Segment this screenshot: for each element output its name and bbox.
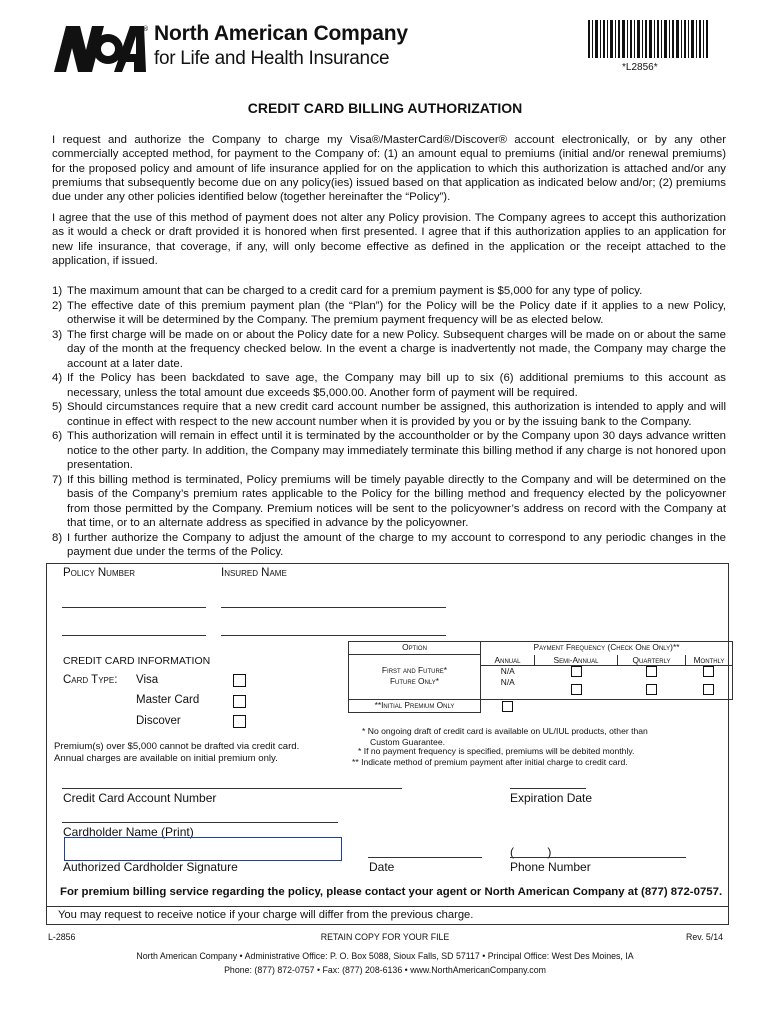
phone-field[interactable] [510, 857, 686, 858]
cardholder-name-field[interactable] [62, 822, 338, 823]
card-type-mastercard-checkbox[interactable] [233, 695, 246, 708]
future-only-semiannual-checkbox[interactable] [571, 684, 582, 695]
insured-name-field-1[interactable] [221, 607, 446, 608]
product-note: * No ongoing draft of credit card is available on UL/IUL products, other than Custom Guarantee. [362, 726, 648, 747]
page-title: CREDIT CARD BILLING AUTHORIZATION [247, 100, 523, 116]
terms-list [52, 284, 726, 560]
initial-premium-label: **Initial Premium Only [349, 700, 481, 713]
quarterly-cell [618, 665, 686, 700]
account-number-field[interactable] [62, 788, 402, 789]
row-option-labels: First and Future* Future Only* [349, 665, 481, 700]
authorization-paragraph-2: I agree that the use of this method of payment does not alter any Policy provision. The Company agrees to accept this authorization as it would a check or draft provided it is honored when first presented. I agree that if this authorization applies to an application for new life insurance, that coverage, if any, will only become effective as defined in the application or the receipt attached to the application, if issued. [52, 212, 726, 267]
svg-text:®: ® [142, 25, 149, 33]
payment-frequency-table [348, 641, 733, 713]
retain-copy-text: RETAIN COPY FOR YOUR FILE [320, 932, 450, 942]
option-header: Option [349, 642, 481, 655]
account-number-label: Credit Card Account Number [63, 791, 217, 805]
policy-number-field-2[interactable] [62, 635, 206, 636]
credit-limit-note: Premium(s) over $5,000 cannot be drafted via credit card. Annual charges are available on initial premium only. [54, 741, 300, 764]
barcode-label: *L2856* [622, 62, 658, 73]
insured-name-label: Insured Name [221, 567, 287, 579]
freq-col-quarterly: Quarterly [618, 655, 686, 666]
company-subtitle: for Life and Health Insurance [154, 48, 390, 69]
card-type-visa-label: Visa [136, 674, 159, 686]
card-type-label: Card Type: [63, 674, 118, 686]
phone-area-code: ( ) [510, 845, 552, 859]
method-note: ** Indicate method of premium payment after initial charge to credit card. [352, 757, 628, 767]
company-name: North American Company [154, 22, 408, 45]
first-future-quarterly-checkbox[interactable] [646, 666, 657, 677]
barcode [588, 20, 708, 58]
revision-date: Rev. 5/14 [686, 932, 723, 942]
list-item: 8) I further authorize the Company to adjust the amount of the charge to my account to correspond to any periodic changes in the payment due under the terms of the Policy. [52, 531, 726, 558]
frequency-header: Payment Frequency (Check One Only)** [481, 642, 733, 655]
signature-input[interactable] [64, 837, 342, 861]
card-type-discover-label: Discover [136, 715, 181, 727]
policy-number-label: Policy Number [63, 567, 136, 579]
initial-annual-cell [481, 700, 535, 713]
phone-label: Phone Number [510, 860, 591, 874]
form-id: L-2856 [48, 932, 76, 942]
footer-address: North American Company • Administrative Office: P. O. Box 5088, Sioux Falls, SD 57117 • Principal Office: West Des Moines, IA [136, 951, 634, 961]
authorization-paragraph-1: I request and authorize the Company to charge my Visa®/MasterCard®/Discover® account electronically, or by any other commercially accepted method, for payment to the Company of: (1) an amount equal to premiums (initial and/or renewal premiums) for the proposed policy and amount of life insurance applied for on the application to which this authorization is attached and/or any premiums that subsequently become due on any policy(ies) issued based on that application as indicated below and/or; (2) premiums due under any other policies identified below (together hereinafter the “Policy”). [52, 134, 726, 204]
future-only-monthly-checkbox[interactable] [703, 684, 714, 695]
card-type-visa-checkbox[interactable] [233, 674, 246, 687]
expiration-field[interactable] [510, 788, 586, 789]
first-future-monthly-checkbox[interactable] [703, 666, 714, 677]
semiannual-cell [535, 665, 618, 700]
list-item: 4) If the Policy has been backdated to save age, the Company may bill up to six (6) additional premiums to this account as necessary, unless the total amount due exceeds $5,000.00. Another form of payment will be required. [52, 372, 726, 399]
list-item: 6) This authorization will remain in effect until it is terminated by the accountholder or by the Company upon 30 days advance written notice to the other party. In addition, the Company may immediately terminate this billing method if any charge is not honored upon presentation. [52, 430, 726, 471]
date-field[interactable] [368, 857, 482, 858]
list-item: 7) If this billing method is terminated, Policy premiums will be timely payable directly to the Company and will be determined on the basis of the Company’s premium rates applicable to the Policy for the billing method and frequency elected by the policyowner from those permitted by the Company. Premium notices will be sent to the policyowner’s address on record with the Company at that time, or to an alternate address as specified in advance by the policyowner. [52, 473, 726, 529]
initial-premium-annual-checkbox[interactable] [502, 701, 513, 712]
first-future-semiannual-checkbox[interactable] [571, 666, 582, 677]
expiration-label: Expiration Date [510, 791, 593, 805]
list-item: 2) The effective date of this premium payment plan (the “Plan”) for the Policy will be the Policy date if it applies to a new Policy, otherwise it will be determined by the Company. The premium payment frequency will be as elected below. [52, 299, 726, 326]
freq-col-annual: Annual [481, 655, 535, 666]
insured-name-field-2[interactable] [221, 635, 446, 636]
future-only-quarterly-checkbox[interactable] [646, 684, 657, 695]
frequency-default-note: * If no payment frequency is specified, premiums will be debited monthly. [358, 746, 635, 756]
footer-contact: Phone: (877) 872-0757 • Fax: (877) 208-6136 • www.NorthAmericanCompany.com [224, 965, 546, 975]
cc-info-label: CREDIT CARD INFORMATION [63, 655, 211, 667]
freq-col-monthly: Monthly [686, 655, 733, 666]
card-type-mastercard-label: Master Card [136, 694, 200, 706]
contact-note: For premium billing service regarding the policy, please contact your agent or North American Company at (877) 872-0757. [60, 886, 723, 898]
card-type-discover-checkbox[interactable] [233, 715, 246, 728]
notice-text: You may request to receive notice if your charge will differ from the previous charge. [58, 909, 474, 921]
company-logo [50, 22, 148, 74]
monthly-cell [686, 665, 733, 700]
freq-col-semiannual: Semi-Annual [535, 655, 618, 666]
signature-label: Authorized Cardholder Signature [63, 860, 238, 874]
list-item: 1) The maximum amount that can be charged to a credit card for a premium payment is $5,000 for any type of policy. [52, 285, 643, 297]
list-item: 5) Should circumstances require that a new credit card account number be assigned, this authorization is intended to apply and will continue in effect with respect to the new account number when it is provided by you or by the issuing bank to the Company. [52, 401, 726, 428]
list-item: 3) The first charge will be made on or about the Policy date for a new Policy. Subsequent charges will be made on or about the same day of the month at the frequency checked below. In the event a charge is inadvertently not made, the Company may charge the account at a later date. [52, 328, 726, 370]
policy-number-field-1[interactable] [62, 607, 206, 608]
cardholder-name-label: Cardholder Name (Print) [63, 825, 194, 839]
annual-na-cell: N/A N/A [481, 665, 535, 700]
date-label: Date [369, 860, 395, 874]
